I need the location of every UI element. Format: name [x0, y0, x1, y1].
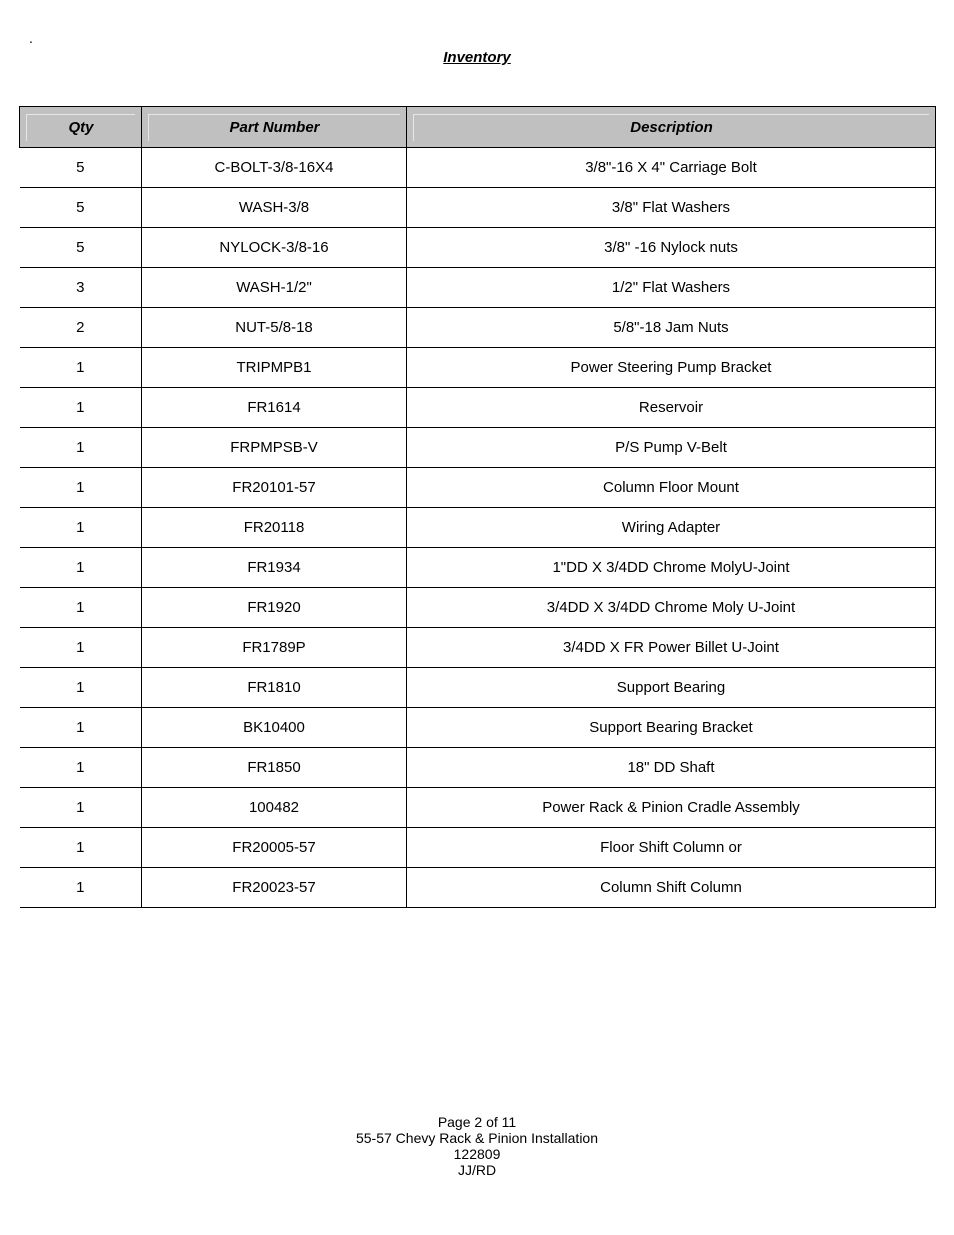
cell-description: Power Rack & Pinion Cradle Assembly [407, 788, 936, 828]
table-row [20, 548, 936, 588]
cell-qty: 1 [20, 628, 142, 668]
cell-description: 18" DD Shaft [407, 748, 936, 788]
table-row [20, 788, 936, 828]
table-row [20, 348, 936, 388]
cell-part-number: FR1810 [142, 668, 407, 708]
cell-qty: 1 [20, 508, 142, 548]
cell-part-number: FRPMPSB-V [142, 428, 407, 468]
table-row [20, 308, 936, 348]
cell-part-number: FR20101-57 [142, 468, 407, 508]
table-row [20, 468, 936, 508]
cell-qty: 5 [20, 188, 142, 228]
cell-description: Column Floor Mount [407, 468, 936, 508]
table-row [20, 628, 936, 668]
header-part-number: Part Number [142, 107, 407, 148]
cell-description: P/S Pump V-Belt [407, 428, 936, 468]
cell-description: Wiring Adapter [407, 508, 936, 548]
cell-part-number: C-BOLT-3/8-16X4 [142, 148, 407, 188]
table-row [20, 148, 936, 188]
footer-doc-title: 55-57 Chevy Rack & Pinion Installation [355, 1130, 599, 1146]
table-row [20, 388, 936, 428]
cell-part-number: NYLOCK-3/8-16 [142, 228, 407, 268]
table-row [20, 228, 936, 268]
cell-description: 3/8" Flat Washers [407, 188, 936, 228]
table-row [20, 588, 936, 628]
cell-qty: 1 [20, 668, 142, 708]
cell-description: 1/2" Flat Washers [407, 268, 936, 308]
cell-part-number: FR20005-57 [142, 828, 407, 868]
table-row [20, 508, 936, 548]
cell-qty: 1 [20, 548, 142, 588]
cell-qty: 1 [20, 868, 142, 908]
page-footer [0, 1114, 954, 1178]
corner-mark: . [29, 30, 33, 46]
cell-description: 5/8"-18 Jam Nuts [407, 308, 936, 348]
cell-qty: 1 [20, 828, 142, 868]
cell-part-number: FR1934 [142, 548, 407, 588]
page-title: Inventory [443, 49, 511, 66]
table-row [20, 828, 936, 868]
cell-part-number: WASH-3/8 [142, 188, 407, 228]
table-row [20, 868, 936, 908]
cell-description: Power Steering Pump Bracket [407, 348, 936, 388]
inventory-table [19, 106, 936, 908]
table-row [20, 668, 936, 708]
cell-description: 3/8" -16 Nylock nuts [407, 228, 936, 268]
cell-qty: 1 [20, 748, 142, 788]
cell-qty: 3 [20, 268, 142, 308]
cell-part-number: TRIPMPB1 [142, 348, 407, 388]
cell-qty: 2 [20, 308, 142, 348]
cell-description: Column Shift Column [407, 868, 936, 908]
cell-part-number: WASH-1/2" [142, 268, 407, 308]
cell-part-number: NUT-5/8-18 [142, 308, 407, 348]
cell-qty: 5 [20, 148, 142, 188]
header-qty: Qty [20, 107, 142, 148]
cell-description: 3/4DD X 3/4DD Chrome Moly U-Joint [407, 588, 936, 628]
cell-qty: 1 [20, 348, 142, 388]
cell-part-number: FR1789P [142, 628, 407, 668]
cell-part-number: BK10400 [142, 708, 407, 748]
cell-qty: 1 [20, 388, 142, 428]
cell-qty: 5 [20, 228, 142, 268]
cell-part-number: FR20118 [142, 508, 407, 548]
footer-page-number: Page 2 of 11 [437, 1114, 517, 1130]
cell-qty: 1 [20, 588, 142, 628]
cell-part-number: FR1920 [142, 588, 407, 628]
cell-description: Floor Shift Column or [407, 828, 936, 868]
cell-qty: 1 [20, 468, 142, 508]
cell-description: 3/4DD X FR Power Billet U-Joint [407, 628, 936, 668]
cell-part-number: 100482 [142, 788, 407, 828]
cell-part-number: FR20023-57 [142, 868, 407, 908]
cell-description: Support Bearing [407, 668, 936, 708]
table-row [20, 428, 936, 468]
cell-description: 1"DD X 3/4DD Chrome MolyU-Joint [407, 548, 936, 588]
table-row [20, 268, 936, 308]
header-description: Description [407, 107, 936, 148]
cell-description: Reservoir [407, 388, 936, 428]
footer-doc-code: 122809 [453, 1146, 501, 1162]
table-header-row [20, 107, 936, 148]
table-row [20, 188, 936, 228]
cell-qty: 1 [20, 428, 142, 468]
cell-qty: 1 [20, 708, 142, 748]
table-row [20, 708, 936, 748]
cell-qty: 1 [20, 788, 142, 828]
cell-part-number: FR1850 [142, 748, 407, 788]
cell-description: 3/8"-16 X 4" Carriage Bolt [407, 148, 936, 188]
cell-part-number: FR1614 [142, 388, 407, 428]
cell-description: Support Bearing Bracket [407, 708, 936, 748]
table-row [20, 748, 936, 788]
footer-initials: JJ/RD [457, 1162, 497, 1178]
table-body [20, 148, 936, 908]
